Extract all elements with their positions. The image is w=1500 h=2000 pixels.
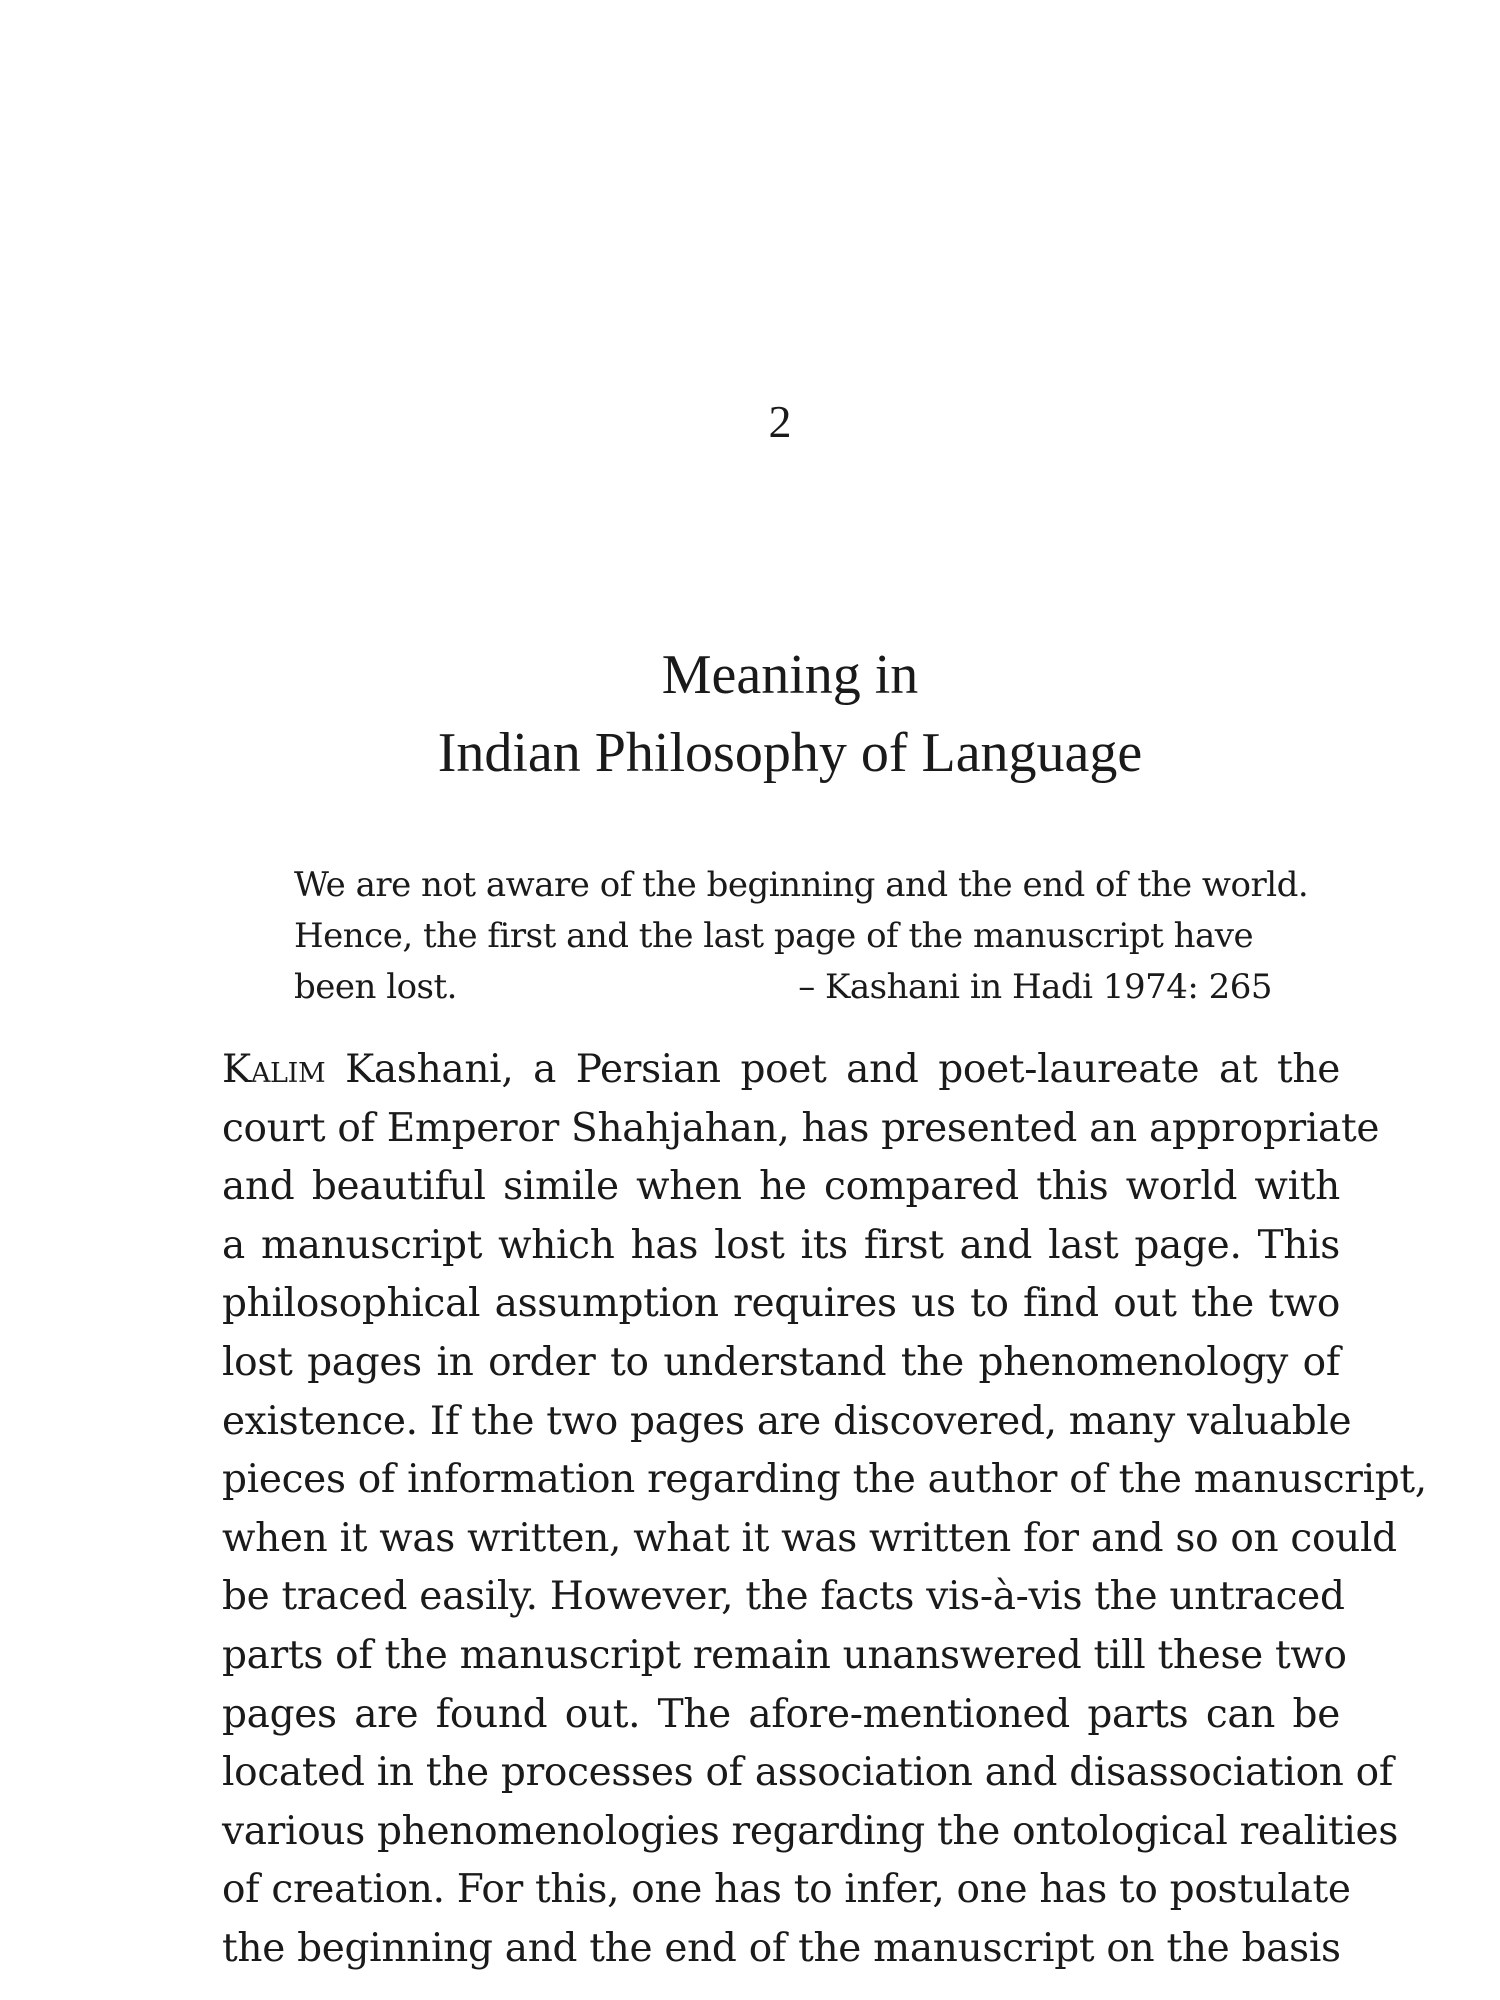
epigraph-line-1: We are not aware of the beginning and the end of the world.	[294, 865, 1309, 905]
body-line: when it was written, what it was written for and so on could	[222, 1515, 1397, 1561]
epigraph-attribution: – Kashani in Hadi 1974: 265	[798, 967, 1272, 1007]
lead-word: Kalim	[222, 1047, 326, 1092]
body-line: of creation. For this, one has to infer, one has to postulate	[222, 1867, 1351, 1913]
epigraph-line-3-text: been lost.	[294, 967, 457, 1007]
body-line: existence. If the two pages are discovered, many valuable	[222, 1398, 1352, 1444]
body-line: pieces of information regarding the author of the manuscript,	[222, 1457, 1427, 1503]
body-line-1	[222, 1041, 1340, 1100]
chapter-title-line-2: Indian Philosophy of Language	[437, 722, 1143, 784]
body-paragraph	[222, 1041, 1427, 1979]
body-line: be traced easily. However, the facts vis-à-vis the untraced	[222, 1574, 1345, 1620]
body-line: and beautiful simile when he compared this world with	[222, 1164, 1340, 1210]
body-line: pages are found out. The afore-mentioned parts can be	[222, 1691, 1340, 1737]
body-line: various phenomenologies regarding the ontological realities	[222, 1808, 1399, 1854]
body-line: parts of the manuscript remain unanswered till these two	[222, 1632, 1347, 1678]
epigraph	[294, 860, 1309, 1013]
body-line: court of Emperor Shahjahan, has presented an appropriate	[222, 1105, 1380, 1151]
body-line: located in the processes of association and disassociation of	[222, 1750, 1393, 1796]
body-line: a manuscript which has lost its first and last page. This	[222, 1222, 1340, 1268]
body-line-1-rest: Kashani, a Persian poet and poet-laureate at the	[325, 1047, 1340, 1092]
chapter-title	[290, 636, 1290, 792]
body-line: the beginning and the end of the manuscript on the basis	[222, 1925, 1341, 1971]
epigraph-line-2: Hence, the first and the last page of the manuscript have	[294, 916, 1254, 956]
chapter-number: 2	[768, 396, 792, 447]
chapter-title-line-1: Meaning in	[661, 644, 919, 706]
body-line: philosophical assumption requires us to find out the two	[222, 1281, 1340, 1327]
body-line: lost pages in order to understand the phenomenology of	[222, 1339, 1340, 1385]
epigraph-line-3	[294, 962, 1272, 1013]
